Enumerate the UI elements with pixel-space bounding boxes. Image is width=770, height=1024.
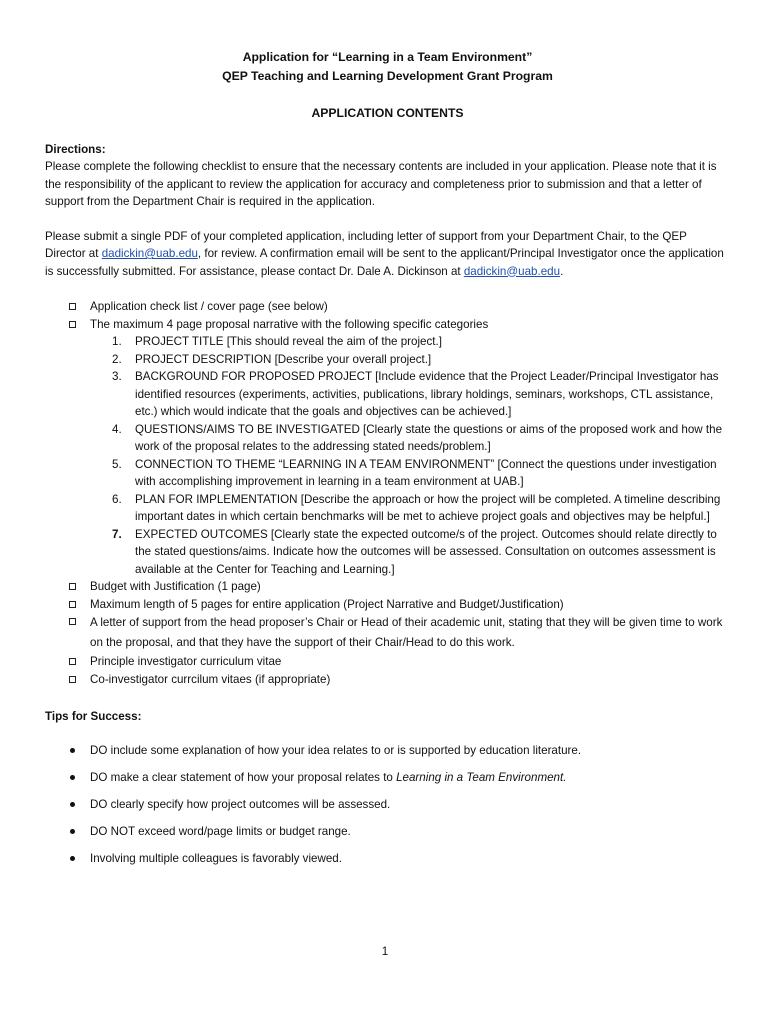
document-page bbox=[45, 48, 730, 877]
checklist-item: Application check list / cover page (see below) bbox=[45, 298, 730, 316]
document-title bbox=[45, 48, 730, 86]
tip-item: DO include some explanation of how your idea relates to or is supported by education literature. bbox=[45, 742, 730, 760]
bullet-icon bbox=[70, 856, 75, 861]
tip-item: Involving multiple colleagues is favorably viewed. bbox=[45, 850, 730, 868]
checkbox-icon[interactable] bbox=[69, 658, 76, 665]
checkbox-icon[interactable] bbox=[69, 583, 76, 590]
checkbox-icon[interactable] bbox=[69, 676, 76, 683]
title-line-2: QEP Teaching and Learning Development Grant Program bbox=[222, 69, 553, 83]
narrative-categories bbox=[90, 333, 730, 578]
contents-heading: APPLICATION CONTENTS bbox=[311, 106, 464, 120]
directions-paragraph-2: Please submit a single PDF of your completed application, including letter of support from your Department Chair, to the QEP Director at dadickin@uab.edu, for review. A confirmation email will be sent to the applicant/Principal Investigator once the application is successfully submitted. For assistance, please contact Dr. Dale A. Dickinson at dadickin@uab.edu. bbox=[45, 229, 724, 278]
checkbox-icon[interactable] bbox=[69, 303, 76, 310]
checkbox-icon[interactable] bbox=[69, 601, 76, 608]
directions-paragraph-1: Please complete the following checklist to ensure that the necessary contents are included in your application. Please note that it is the responsibility of the applicant to review the application for accuracy and completeness prior to submission and that a letter of support from the Department Chair is required in the application. bbox=[45, 160, 717, 208]
bullet-icon bbox=[70, 829, 75, 834]
directions-label: Directions: bbox=[45, 142, 106, 156]
bullet-icon bbox=[70, 748, 75, 753]
checklist-item: Principle investigator curriculum vitae bbox=[45, 653, 730, 671]
bullet-icon bbox=[70, 775, 75, 780]
application-checklist bbox=[45, 298, 730, 688]
email-link-1[interactable]: dadickin@uab.edu bbox=[101, 247, 198, 260]
checkbox-icon[interactable] bbox=[69, 618, 76, 625]
checklist-item: Co-investigator currcilum vitaes (if appropriate) bbox=[45, 671, 730, 689]
tip-item: DO NOT exceed word/page limits or budget range. bbox=[45, 823, 730, 841]
category-item: 1. PROJECT TITLE [This should reveal the aim of the project.] bbox=[112, 335, 442, 348]
tips-label: Tips for Success: bbox=[45, 710, 142, 723]
category-item: 4. QUESTIONS/AIMS TO BE INVESTIGATED [Clearly state the questions or aims of the proposed work and how the work of the proposal relates to the addressing stated needs/problem.] bbox=[112, 422, 723, 453]
page-number: 1 bbox=[381, 945, 389, 958]
category-item: 7. EXPECTED OUTCOMES [Clearly state the expected outcome/s of the project. Outcomes should relate directly to the stated questions/aims. Indicate how the outcomes will be assessed. Consultation on outcomes assessment is available at the Center for Teaching and Learning.] bbox=[112, 527, 717, 576]
checklist-item: A letter of support from the head proposer’s Chair or Head of their academic unit, stating that they will be given time to work on the proposal, and that they have the support of their Chair/Head to do this work. bbox=[45, 613, 730, 653]
category-item: 2. PROJECT DESCRIPTION [Describe your overall project.] bbox=[112, 352, 432, 366]
tip-item: DO clearly specify how project outcomes will be assessed. bbox=[45, 796, 730, 814]
checkbox-icon[interactable] bbox=[69, 321, 76, 328]
tip-item: DO make a clear statement of how your proposal relates to Learning in a Team Environment. bbox=[45, 769, 730, 787]
category-item: 3. BACKGROUND FOR PROPOSED PROJECT [Include evidence that the Project Leader/Principal Investigator has identified resources (experiments, activities, publications, library holdings, seminars, workshops, CTL assistance, etc.) which would indicate that the goals and objectives can be achieved.] bbox=[112, 370, 719, 418]
category-item: 5. CONNECTION TO THEME “LEARNING IN A TEAM ENVIRONMENT” [Connect the questions under investigation with accomplishing improvement in learning in a team environment at UAB.] bbox=[112, 457, 717, 488]
email-link-2[interactable]: dadickin@uab.edu bbox=[463, 264, 561, 278]
title-line-1: Application for “Learning in a Team Environment” bbox=[242, 50, 533, 64]
category-item: 6. PLAN FOR IMPLEMENTATION [Describe the approach or how the project will be completed. A timeline describing important dates in which certain benchmarks will be met to achieve project goals and objectives may be helpful.] bbox=[112, 492, 721, 523]
checklist-item: The maximum 4 page proposal narrative with the following specific categories 1. PROJECT TITLE [This should reveal the aim of the project.] 2. PROJECT DESCRIPTION [Describe your overall project.] 3. BACKGROUND FOR PROPOSED PROJECT [Include evidence that the Project Leader/Principal Investigator has identified resources (experiments, activities, publications, library holdings, seminars, workshops, CTL assistance, etc.) which would indicate that the goals and objectives can be achieved.] 4. QUESTIONS/AIMS TO BE INVESTIGATED [Clearly state the questions or aims of the proposed work and how the work of the proposal relates to the addressing stated needs/problem.] 5. CONNECTION TO THEME “LEARNING IN A TEAM ENVIRONMENT” [Connect the questions under investigation with accomplishing improvement in learning in a team environment at UAB.] 6. PLAN FOR IMPLEMENTATION [Describe the approach or how the project will be completed. A timeline describing important dates in which certain benchmarks will be met to achieve project goals and objectives may be helpful.] 7. EXPECTED OUTCOMES [Clearly state the expected outcome/s of the project. Outcomes should relate directly to the stated questions/aims. Indicate how the outcomes will be assessed. Consultation on outcomes assessment is available at the Center for Teaching and Learning.] bbox=[45, 316, 730, 579]
tips-list bbox=[45, 742, 730, 868]
checklist-item: Budget with Justification (1 page) bbox=[45, 578, 730, 596]
bullet-icon bbox=[70, 802, 75, 807]
checklist-item: Maximum length of 5 pages for entire application (Project Narrative and Budget/Justification) bbox=[45, 596, 730, 614]
